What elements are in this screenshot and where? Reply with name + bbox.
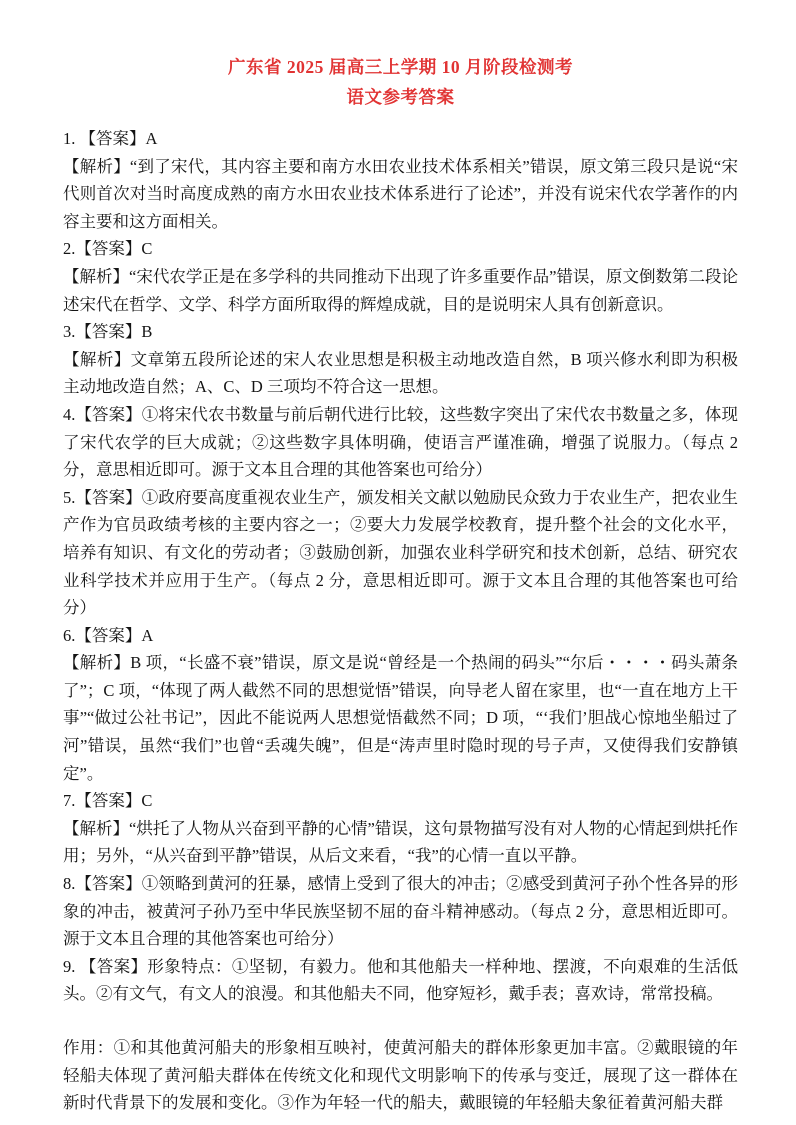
paragraph-answer-7: 7.【答案】C [63,791,153,811]
document-title: 广东省 2025 届高三上学期 10 月阶段检测考 [228,57,573,77]
paragraph-answer-3: 3.【答案】B [63,322,153,342]
answer-content [63,125,738,1117]
paragraph-analysis-6: 【解析】B 项，“长盛不衰”错误，原文是说“曾经是一个热闹的码头”“尔后・・・・码头萧条了”；C 项，“体现了两人截然不同的思想觉悟”错误，向导老人留在家里，也“一直在地方上干事”“做过公社书记”，因此不能说两人思想觉悟截然不同；D 项，“‘我们’胆战心惊地坐船过了河”错误，虽然“我们”也曾“丢魂失魄”，但是“涛声里时隐时现的号子声，又使得我们安静镇定”。 [63,653,738,783]
document-subtitle: 语文参考答案 [346,87,455,107]
paragraph-answer-8: 8.【答案】①领略到黄河的狂暴，感情上受到了很大的冲击；②感受到黄河子孙个性各异的形象的冲击，被黄河子孙乃至中华民族坚韧不屈的奋斗精神感动。（每点 2 分，意思相近即可。源于文本且合理的其他答案也可给分） [63,874,739,949]
paragraph-answer-9-role: 作用：①和其他黄河船夫的形象相互映衬，使黄河船夫的群体形象更加丰富。②戴眼镜的年轻船夫体现了黄河船夫群体在传统文化和现代文明影响下的传承与变迁，展现了这一群体在新时代背景下的发展和变化。③作为年轻一代的船夫，戴眼镜的年轻船夫象征着黄河船夫群 [63,1038,738,1113]
paragraph-analysis-7: 【解析】“烘托了人物从兴奋到平静的心情”错误，这句景物描写没有对人物的心情起到烘托作用；另外，“从兴奋到平静”错误，从后文来看，“我”的心情一直以平静。 [63,818,738,866]
paragraph-answer-6: 6.【答案】A [63,625,154,645]
paragraph-answer-4: 4.【答案】①将宋代农书数量与前后朝代进行比较，这些数字突出了宋代农书数量之多，体现了宋代农学的巨大成就；②这些数字具体明确，使语言严谨准确，增强了说服力。（每点 2 分，意思相近即可。源于文本且合理的其他答案也可给分） [63,404,738,480]
paragraph-answer-2: 2.【答案】C [63,239,153,259]
paragraph-answer-9: 9. 【答案】形象特点：①坚韧，有毅力。他和其他船夫一样种地、摆渡，不向艰难的生活低头。②有文气，有文人的浪漫。和其他船夫不同，他穿短衫，戴手表；喜欢诗，常常投稿。 [63,956,738,1004]
paragraph-analysis-2: 【解析】“宋代农学正是在多学科的共同推动下出现了许多重要作品”错误，原文倒数第二段论述宋代在哲学、文学、科学方面所取得的辉煌成就，目的是说明宋人具有创新意识。 [63,266,738,314]
paragraph-analysis-1: 【解析】“到了宋代，其内容主要和南方水田农业技术体系相关”错误，原文第三段只是说“宋代则首次对当时高度成熟的南方水田农业技术体系进行了论述”，并没有说宋代农学著作的内容主要和这方面相关。 [63,156,738,231]
paragraph-answer-5: 5.【答案】①政府要高度重视农业生产，颁发相关文献以勉励民众致力于农业生产，把农业生产作为官员政绩考核的主要内容之一；②要大力发展学校教育，提升整个社会的文化水平，培养有知识、有文化的劳动者；③鼓励创新，加强农业科学研究和技术创新，总结、研究农业科学技术并应用于生产。（每点 2 分，意思相近即可。源于文本且合理的其他答案也可给分） [63,487,738,618]
paragraph-analysis-3: 【解析】文章第五段所论述的宋人农业思想是积极主动地改造自然，B 项兴修水利即为积极主动地改造自然；A、C、D 三项均不符合这一思想。 [63,349,738,397]
paragraph-answer-1: 1. 【答案】A [63,129,158,148]
